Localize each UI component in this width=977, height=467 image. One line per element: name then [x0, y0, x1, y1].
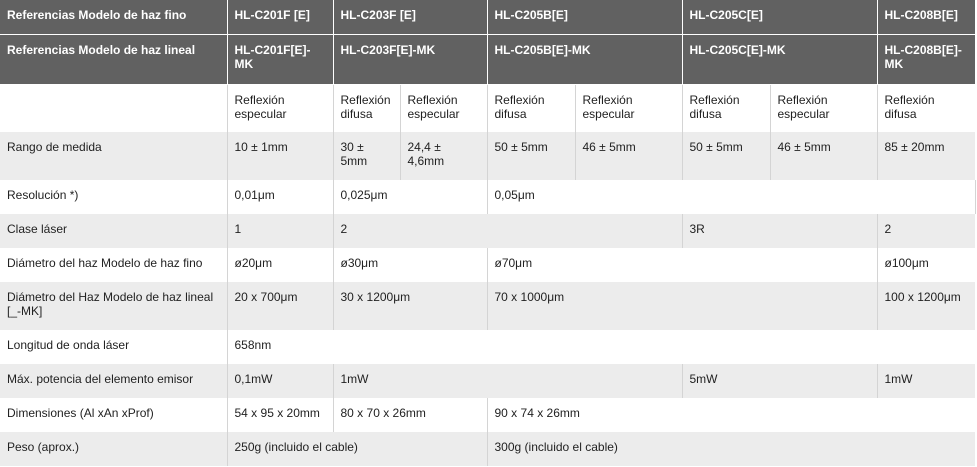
row-label: Dimensiones (Al xAn xProf)	[0, 398, 227, 432]
model-cell: HL-C205B[E]-MK	[487, 34, 682, 84]
value-cell: 10 ± 1mm	[227, 132, 333, 180]
value-cell: 0,025μm	[333, 180, 487, 214]
value-cell: 50 ± 5mm	[487, 132, 575, 180]
beam-diameter-fine-row	[0, 248, 975, 282]
model-cell: HL-C208B[E]	[877, 0, 975, 34]
row-label: Resolución *)	[0, 180, 227, 214]
value-cell: 250g (incluido el cable)	[227, 432, 487, 466]
model-cell: HL-C203F[E]-MK	[333, 34, 487, 84]
max-power-row	[0, 364, 975, 398]
value-cell: Reflexión difusa	[877, 84, 975, 132]
value-cell: ø70μm	[487, 248, 877, 282]
row-label: Longitud de onda láser	[0, 330, 227, 364]
value-cell: 0,1mW	[227, 364, 333, 398]
laser-class-row	[0, 214, 975, 248]
beam-diameter-line-row	[0, 282, 975, 330]
row-label: Clase láser	[0, 214, 227, 248]
value-cell: ø100μm	[877, 248, 975, 282]
value-cell: 85 ± 20mm	[877, 132, 975, 180]
resolution-row	[0, 180, 975, 214]
value-cell: Reflexión difusa	[487, 84, 575, 132]
header-row-fine-beam	[0, 0, 975, 34]
wavelength-row	[0, 330, 975, 364]
value-cell: 50 ± 5mm	[682, 132, 770, 180]
model-cell: HL-C201F [E]	[227, 0, 333, 34]
row-label: Referencias Modelo de haz lineal	[0, 34, 227, 84]
row-label: Máx. potencia del elemento emisor	[0, 364, 227, 398]
value-cell: 90 x 74 x 26mm	[487, 398, 975, 432]
row-label: Peso (aprox.)	[0, 432, 227, 466]
value-cell: 1mW	[877, 364, 975, 398]
value-cell: 0,05μm	[487, 180, 975, 214]
row-label	[0, 84, 227, 132]
value-cell: 30 x 1200μm	[333, 282, 487, 330]
weight-row	[0, 432, 975, 466]
header-row-line-beam	[0, 34, 975, 84]
value-cell: 2	[877, 214, 975, 248]
reflection-type-row	[0, 84, 975, 132]
value-cell: 100 x 1200μm	[877, 282, 975, 330]
value-cell: ø30μm	[333, 248, 487, 282]
model-cell: HL-C205C[E]-MK	[682, 34, 877, 84]
row-label: Referencias Modelo de haz fino	[0, 0, 227, 34]
model-cell: HL-C208B[E]-MK	[877, 34, 975, 84]
value-cell: 658nm	[227, 330, 975, 364]
row-label: Diámetro del Haz Modelo de haz lineal [_-MK]	[0, 282, 227, 330]
model-cell: HL-C205B[E]	[487, 0, 682, 34]
value-cell: 5mW	[682, 364, 877, 398]
value-cell: 20 x 700μm	[227, 282, 333, 330]
value-cell: Reflexión especular	[400, 84, 487, 132]
value-cell: 54 x 95 x 20mm	[227, 398, 333, 432]
value-cell: Reflexión difusa	[333, 84, 400, 132]
value-cell: 2	[333, 214, 682, 248]
value-cell: Reflexión especular	[575, 84, 682, 132]
value-cell: 3R	[682, 214, 877, 248]
row-label: Rango de medida	[0, 132, 227, 180]
model-cell: HL-C205C[E]	[682, 0, 877, 34]
value-cell: ø20μm	[227, 248, 333, 282]
value-cell: 24,4 ± 4,6mm	[400, 132, 487, 180]
model-cell: HL-C203F [E]	[333, 0, 487, 34]
value-cell: 70 x 1000μm	[487, 282, 877, 330]
value-cell: 300g (incluido el cable)	[487, 432, 975, 466]
value-cell: Reflexión especular	[770, 84, 877, 132]
value-cell: Reflexión especular	[227, 84, 333, 132]
value-cell: 0,01μm	[227, 180, 333, 214]
row-label: Diámetro del haz Modelo de haz fino	[0, 248, 227, 282]
value-cell: 30 ± 5mm	[333, 132, 400, 180]
value-cell: 1	[227, 214, 333, 248]
value-cell: 46 ± 5mm	[575, 132, 682, 180]
value-cell: 1mW	[333, 364, 682, 398]
value-cell: Reflexión difusa	[682, 84, 770, 132]
value-cell: 46 ± 5mm	[770, 132, 877, 180]
value-cell: 80 x 70 x 26mm	[333, 398, 487, 432]
model-cell: HL-C201F[E]-MK	[227, 34, 333, 84]
measuring-range-row	[0, 132, 975, 180]
dimensions-row	[0, 398, 975, 432]
